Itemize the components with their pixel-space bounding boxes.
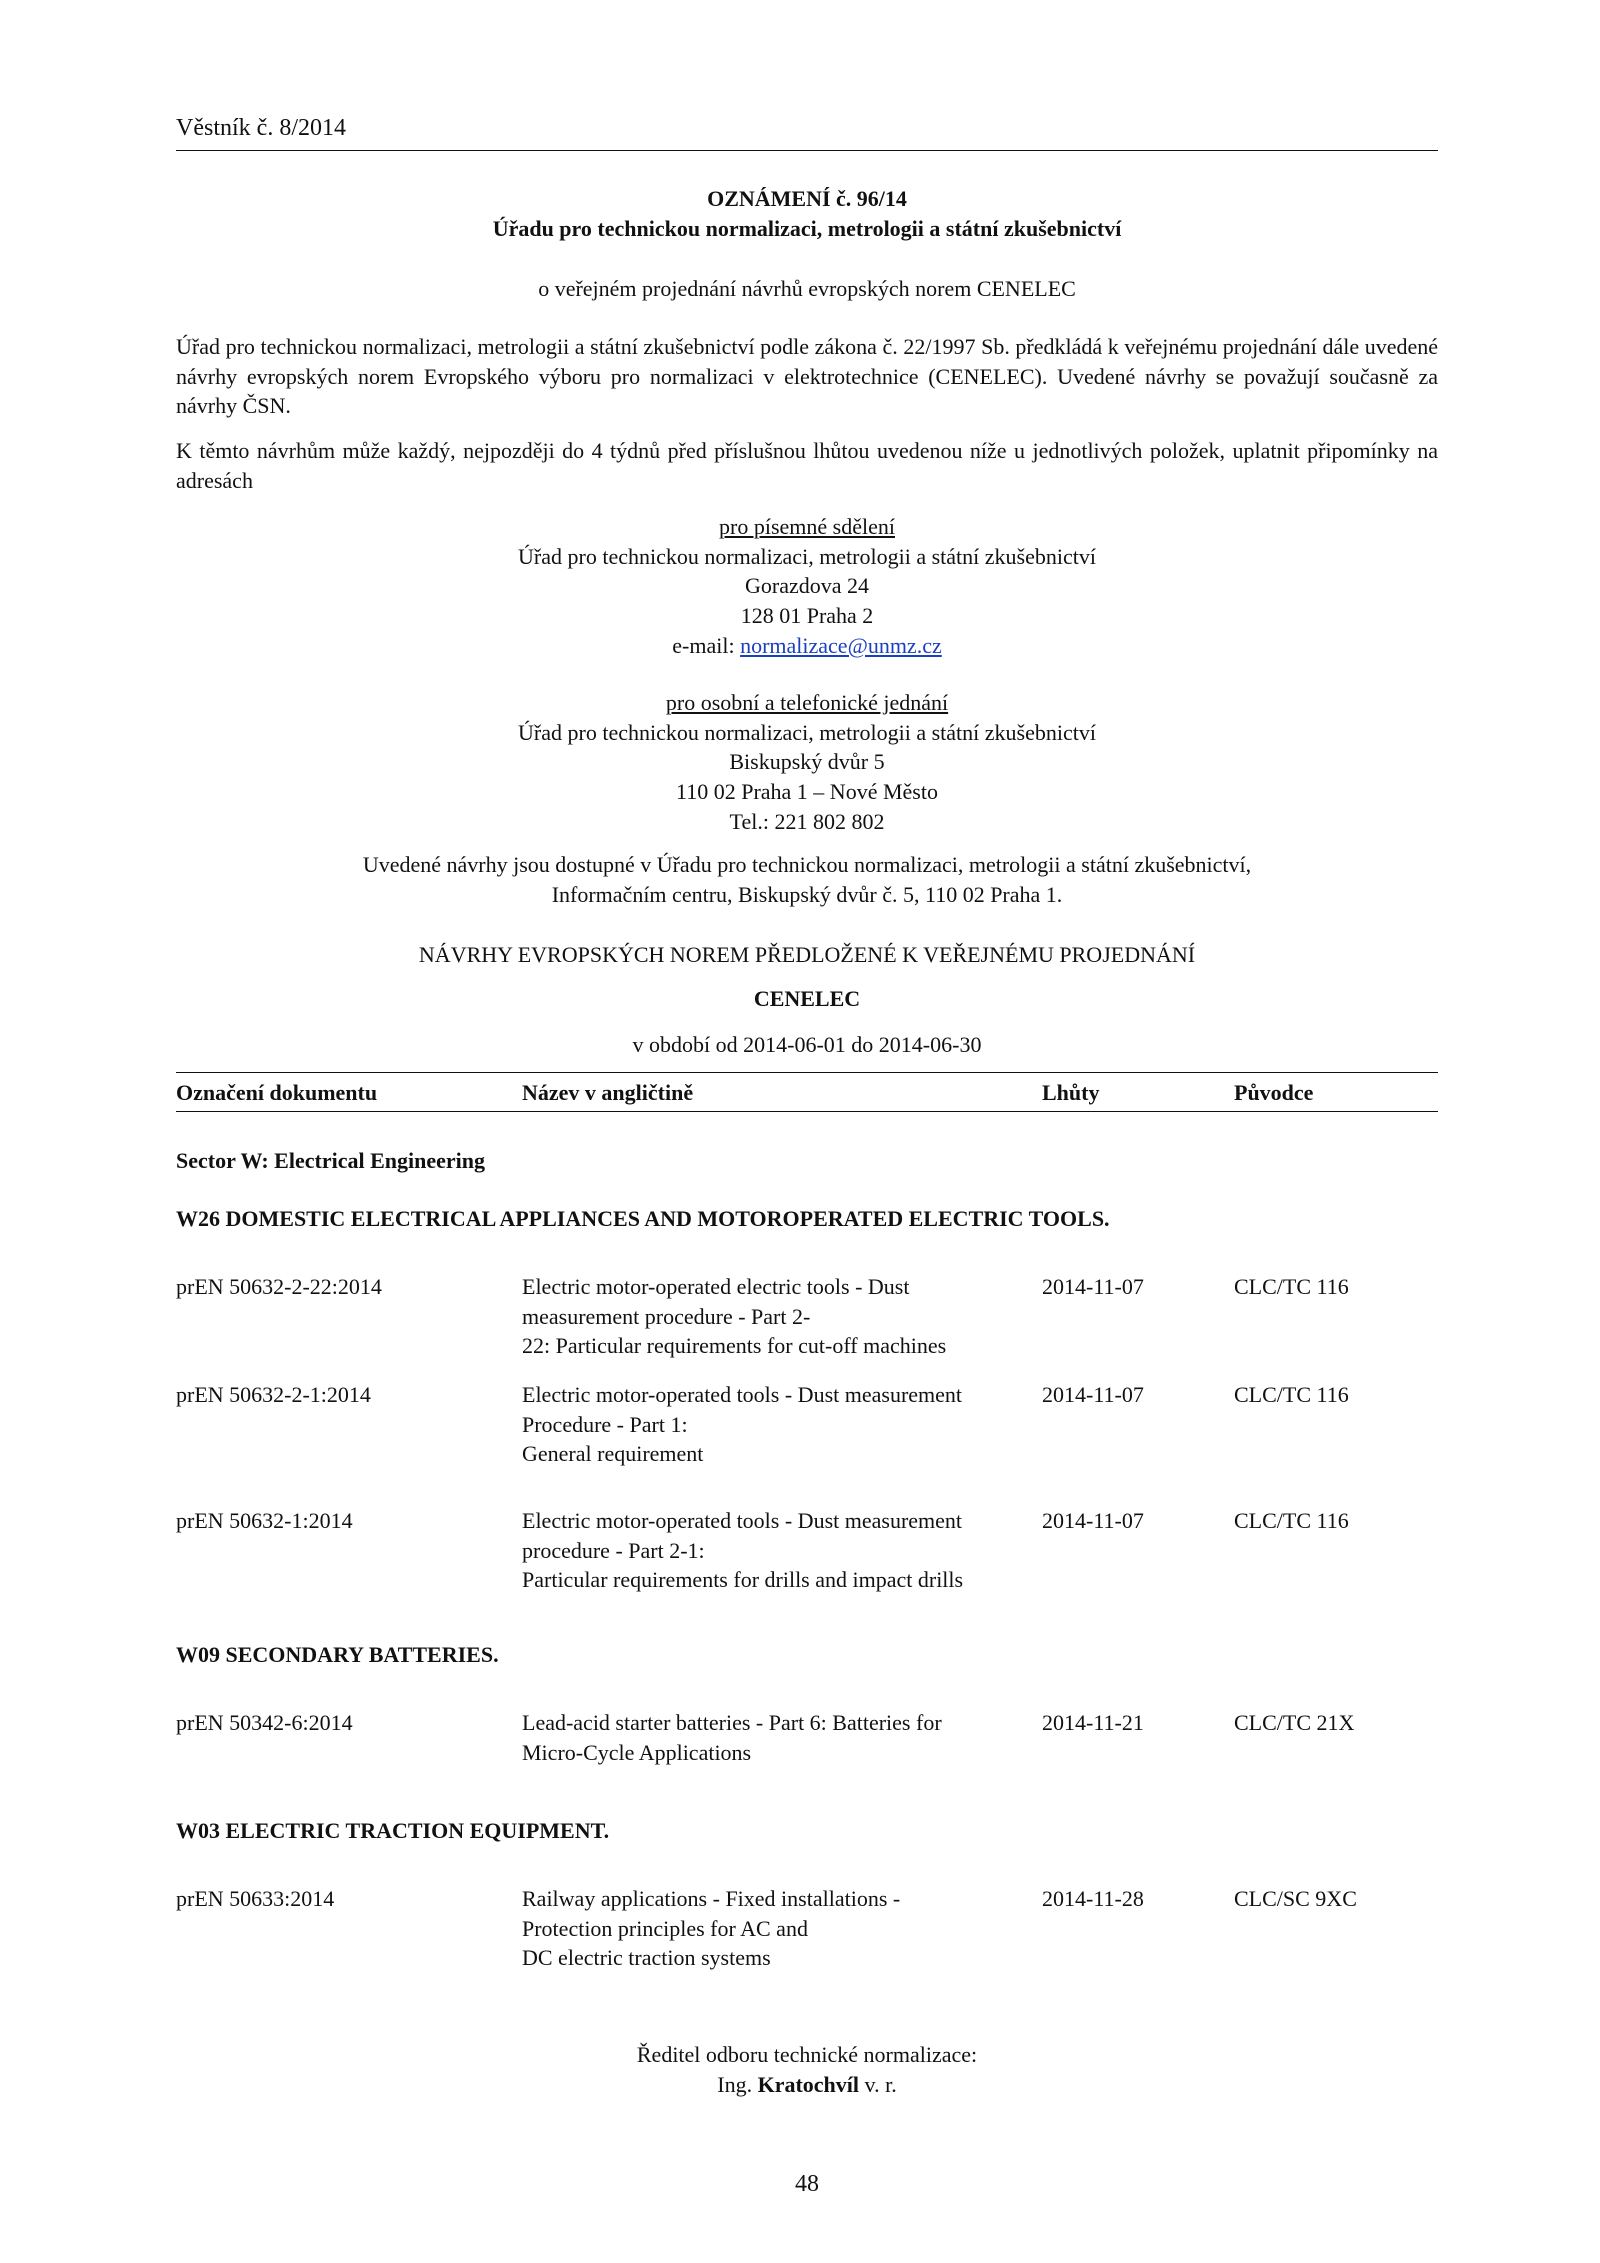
page-number: 48 (795, 2171, 819, 2197)
sector-heading: Sector W: Electrical Engineering (176, 1148, 485, 1173)
column-header-name: Název v angličtině (522, 1080, 694, 1105)
document-name-line: Micro-Cycle Applications (522, 1739, 752, 1765)
address-personal-heading: pro osobní a telefonické jednání (665, 690, 949, 715)
deadline: 2014-11-28 (1042, 1886, 1144, 1911)
address-personal-line: Biskupský dvůr 5 (729, 749, 885, 775)
deadline: 2014-11-07 (1042, 1274, 1144, 1299)
deadline: 2014-11-07 (1042, 1382, 1144, 1407)
document-name-line: measurement procedure - Part 2- (522, 1303, 811, 1329)
address-written-line: Úřad pro technickou normalizaci, metrologii a státní zkušebnictví (518, 543, 1096, 569)
document-name-line: Electric motor-operated electric tools - Dust (522, 1274, 910, 1299)
column-header-document: Označení dokumentu (176, 1080, 378, 1105)
signature-suffix: v. r. (859, 2071, 897, 2097)
journal-title: Věstník č. 8/2014 (176, 115, 346, 141)
org-name: CENELEC (753, 986, 861, 1011)
address-personal-phone: Tel.: 221 802 802 (729, 808, 885, 834)
document-name-line: Railway applications - Fixed installations - (522, 1886, 901, 1911)
address-written-line: Gorazdova 24 (744, 573, 869, 599)
signature-block (176, 2040, 1438, 2099)
address-written (176, 512, 1438, 660)
address-personal-line: 110 02 Praha 1 – Nové Město (676, 779, 938, 805)
origin: CLC/TC 116 (1234, 1382, 1349, 1407)
origin: CLC/TC 116 (1234, 1508, 1349, 1533)
table-header (176, 1072, 1438, 1112)
group-title: W03 ELECTRIC TRACTION EQUIPMENT. (176, 1818, 610, 1843)
origin: CLC/TC 21X (1234, 1710, 1355, 1735)
notice-office: Úřadu pro technickou normalizaci, metrologii a státní zkušebnictví (492, 216, 1122, 241)
section-title: NÁVRHY EVROPSKÝCH NOREM PŘEDLOŽENÉ K VEŘEJNÉMU PROJEDNÁNÍ (418, 942, 1196, 967)
document-name-line: Procedure - Part 1: (522, 1411, 688, 1437)
signature-role: Ředitel odboru technické normalizace: (636, 2042, 978, 2067)
email-label: e-mail: (672, 632, 741, 658)
column-header-origin: Původce (1234, 1080, 1314, 1105)
origin: CLC/SC 9XC (1234, 1886, 1357, 1911)
document-id: prEN 50342-6:2014 (176, 1710, 353, 1735)
header-rule (176, 150, 1438, 151)
document-name-line: Protection principles for AC and (522, 1915, 808, 1941)
deadline: 2014-11-07 (1042, 1508, 1144, 1533)
availability-note (176, 850, 1438, 909)
document-name-line: 22: Particular requirements for cut-off machines (522, 1333, 947, 1359)
address-personal (176, 688, 1438, 836)
address-written-heading: pro písemné sdělení (719, 514, 895, 539)
address-personal-line: Úřad pro technickou normalizaci, metrologii a státní zkušebnictví (518, 719, 1096, 745)
notice-subject: o veřejném projednání návrhů evropských norem CENELEC (538, 276, 1076, 301)
origin: CLC/TC 116 (1234, 1274, 1349, 1299)
document-id: prEN 50632-1:2014 (176, 1508, 353, 1533)
signature-name-row (176, 2070, 1438, 2100)
document-id: prEN 50633:2014 (176, 1886, 335, 1911)
period: v období od 2014-06-01 do 2014-06-30 (632, 1032, 982, 1057)
document-name-line: DC electric traction systems (522, 1945, 771, 1971)
notice-paragraph-2: K těmto návrhům může každý, nejpozději do 4 týdnů před příslušnou lhůtou uvedenou níže u jednotlivých položek, uplatnit připomínky na adresách (176, 438, 1438, 493)
email-link[interactable]: normalizace@unmz.cz (740, 632, 942, 658)
availability-line: Informačním centru, Biskupský dvůr č. 5, 110 02 Praha 1. (551, 881, 1063, 907)
deadline: 2014-11-21 (1042, 1710, 1144, 1735)
notice-paragraph-1: Úřad pro technickou normalizaci, metrologii a státní zkušebnictví podle zákona č. 22/1997 Sb. předkládá k veřejnému projednání dále uvedené návrhy evropských norem Evropského výboru pro normalizaci v elektrotechnice (CENELEC). Uvedené návrhy se považují současně za návrhy ČSN. (176, 334, 1438, 419)
signature-prefix: Ing. (717, 2071, 758, 2097)
document-id: prEN 50632-2-22:2014 (176, 1274, 382, 1299)
document-name-line: procedure - Part 2-1: (522, 1537, 705, 1563)
address-written-line: 128 01 Praha 2 (740, 603, 874, 629)
document-name-line: Electric motor-operated tools - Dust measurement (522, 1382, 963, 1407)
document-name-line: General requirement (522, 1441, 704, 1467)
signature-name: Kratochvíl (757, 2071, 860, 2097)
document-name-line: Lead-acid starter batteries - Part 6: Batteries for (522, 1710, 942, 1735)
document-name-line: Particular requirements for drills and impact drills (522, 1567, 964, 1593)
document-id: prEN 50632-2-1:2014 (176, 1382, 371, 1407)
group-title: W26 DOMESTIC ELECTRICAL APPLIANCES AND MOTOROPERATED ELECTRIC TOOLS. (176, 1206, 1110, 1231)
column-header-deadline: Lhůty (1042, 1080, 1100, 1105)
address-written-email-row (176, 631, 1438, 661)
notice-number: OZNÁMENÍ č. 96/14 (707, 186, 907, 211)
group-title: W09 SECONDARY BATTERIES. (176, 1642, 499, 1667)
page-header (176, 112, 1438, 151)
availability-line: Uvedené návrhy jsou dostupné v Úřadu pro technickou normalizaci, metrologii a státní zkušebnictví, (362, 852, 1252, 877)
document-name-line: Electric motor-operated tools - Dust measurement (522, 1508, 963, 1533)
